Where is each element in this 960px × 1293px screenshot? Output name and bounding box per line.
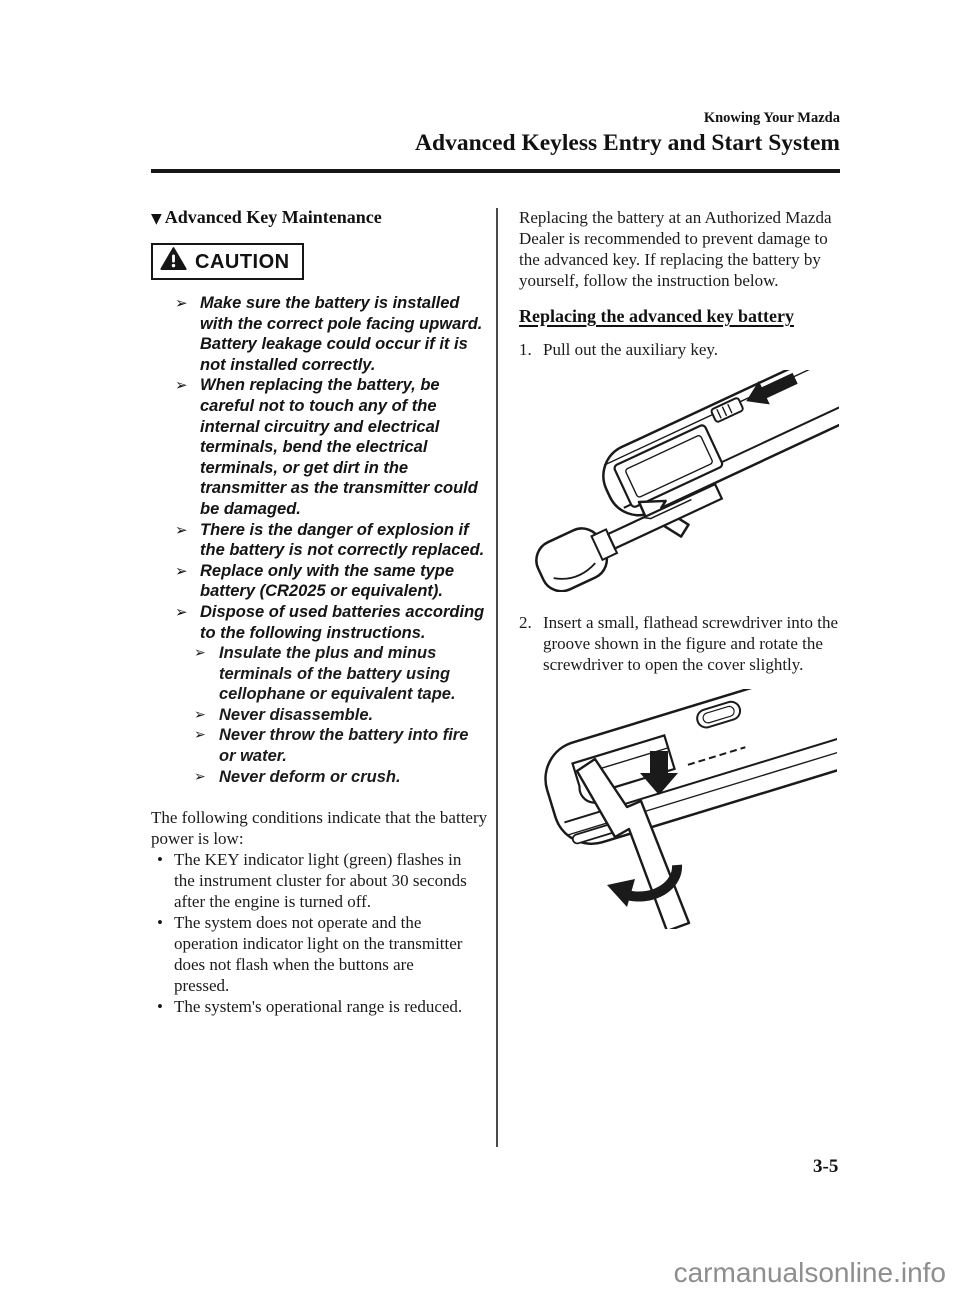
caution-subitem-text: Never disassemble. [219, 705, 374, 724]
arrow-bullet-icon: ➢ [194, 706, 206, 723]
dot-bullet-icon: • [157, 850, 163, 870]
header-rule [151, 169, 840, 173]
section-marker-icon: ▼ [151, 211, 162, 227]
intro-paragraph: Replacing the battery at an Authorized Mazda Dealer is recommended to prevent damage to the advanced key. If replacing the battery by yourself, follow the instruction below. [519, 208, 832, 290]
arrow-bullet-icon: ➢ [175, 602, 188, 621]
low-battery-signs-list [151, 849, 489, 1017]
caution-sublist [151, 643, 489, 787]
caution-item-text: Make sure the battery is installed with the correct pole facing upward. Battery leakage could occur if it is not installed correctly. [200, 294, 483, 374]
caution-item-text: When replacing the battery, be careful not to touch any of the internal circuitry and electrical terminals, bend the electrical terminals, or get dirt in the transmitter as the transmitter could be damaged. [200, 376, 478, 518]
caution-item [175, 375, 489, 519]
list-item [151, 996, 489, 1017]
arrow-bullet-icon: ➢ [194, 645, 206, 662]
left-column [151, 206, 489, 1017]
procedure-steps [519, 339, 844, 360]
caution-subitem-text: Never throw the battery into fire or water. [219, 726, 469, 766]
caution-subitem [194, 705, 489, 726]
procedure-subheading: Replacing the advanced key battery [519, 306, 794, 326]
dot-bullet-icon: • [157, 997, 163, 1017]
arrow-bullet-icon: ➢ [194, 768, 206, 785]
caution-box [151, 243, 304, 280]
caution-subitem [194, 643, 489, 705]
caution-item-text: There is the danger of explosion if the battery is not correctly replaced. [200, 520, 485, 560]
caution-subitem-text: Never deform or crush. [219, 767, 401, 786]
screwdriver-cover-opening-illustration [537, 689, 844, 929]
procedure-steps [519, 612, 844, 675]
warning-triangle-icon [160, 247, 187, 276]
section-heading [151, 206, 489, 230]
arrow-bullet-icon: ➢ [194, 727, 206, 744]
chapter-eyebrow: Knowing Your Mazda [703, 110, 840, 126]
arrow-bullet-icon: ➢ [175, 294, 188, 312]
caution-item [175, 520, 489, 561]
step-item [519, 339, 844, 360]
list-item [151, 849, 489, 912]
arrow-bullet-icon: ➢ [175, 520, 188, 539]
section-heading-label: Advanced Key Maintenance [164, 207, 382, 227]
arrow-bullet-icon: ➢ [175, 376, 188, 395]
caution-item [175, 561, 489, 602]
step-item [519, 612, 844, 675]
caution-label: CAUTION [195, 250, 290, 273]
caution-item-text: Dispose of used batteries according to the following instructions. [200, 602, 485, 642]
dot-bullet-icon: • [157, 913, 163, 933]
caution-subitem-text: Insulate the plus and minus terminals of the battery using cellophane or equivalent tape. [219, 644, 456, 704]
list-item-text: The system does not operate and the operation indicator light on the transmitter does not flash when the buttons are pressed. [174, 913, 463, 996]
low-battery-intro: The following conditions indicate that the battery power is low: [151, 808, 488, 849]
caution-subitem [194, 725, 489, 766]
step-number: 2. [519, 613, 532, 632]
watermark: carmanualsonline.info [673, 1257, 946, 1288]
list-item [151, 912, 489, 996]
caution-item-text: Replace only with the same type battery (CR2025 or equivalent). [200, 561, 454, 601]
column-divider [496, 208, 498, 1147]
list-item-text: The system's operational range is reduced. [174, 997, 463, 1017]
page-title: Advanced Keyless Entry and Start System [415, 130, 840, 156]
step-text: Pull out the auxiliary key. [543, 340, 719, 359]
caution-item [175, 602, 489, 643]
arrow-bullet-icon: ➢ [175, 561, 188, 580]
step-number: 1. [519, 340, 532, 359]
caution-subitem [194, 767, 489, 788]
page-number: 3-5 [813, 1156, 839, 1177]
auxiliary-key-removal-illustration [519, 370, 844, 592]
caution-list [151, 293, 489, 643]
right-column [519, 207, 844, 929]
list-item-text: The KEY indicator light (green) flashes in the instrument cluster for about 30 seconds after the engine is turned off. [174, 850, 467, 912]
step-text: Insert a small, flathead screwdriver into the groove shown in the figure and rotate the screwdriver to open the cover slightly. [543, 613, 839, 674]
caution-item [175, 293, 489, 375]
